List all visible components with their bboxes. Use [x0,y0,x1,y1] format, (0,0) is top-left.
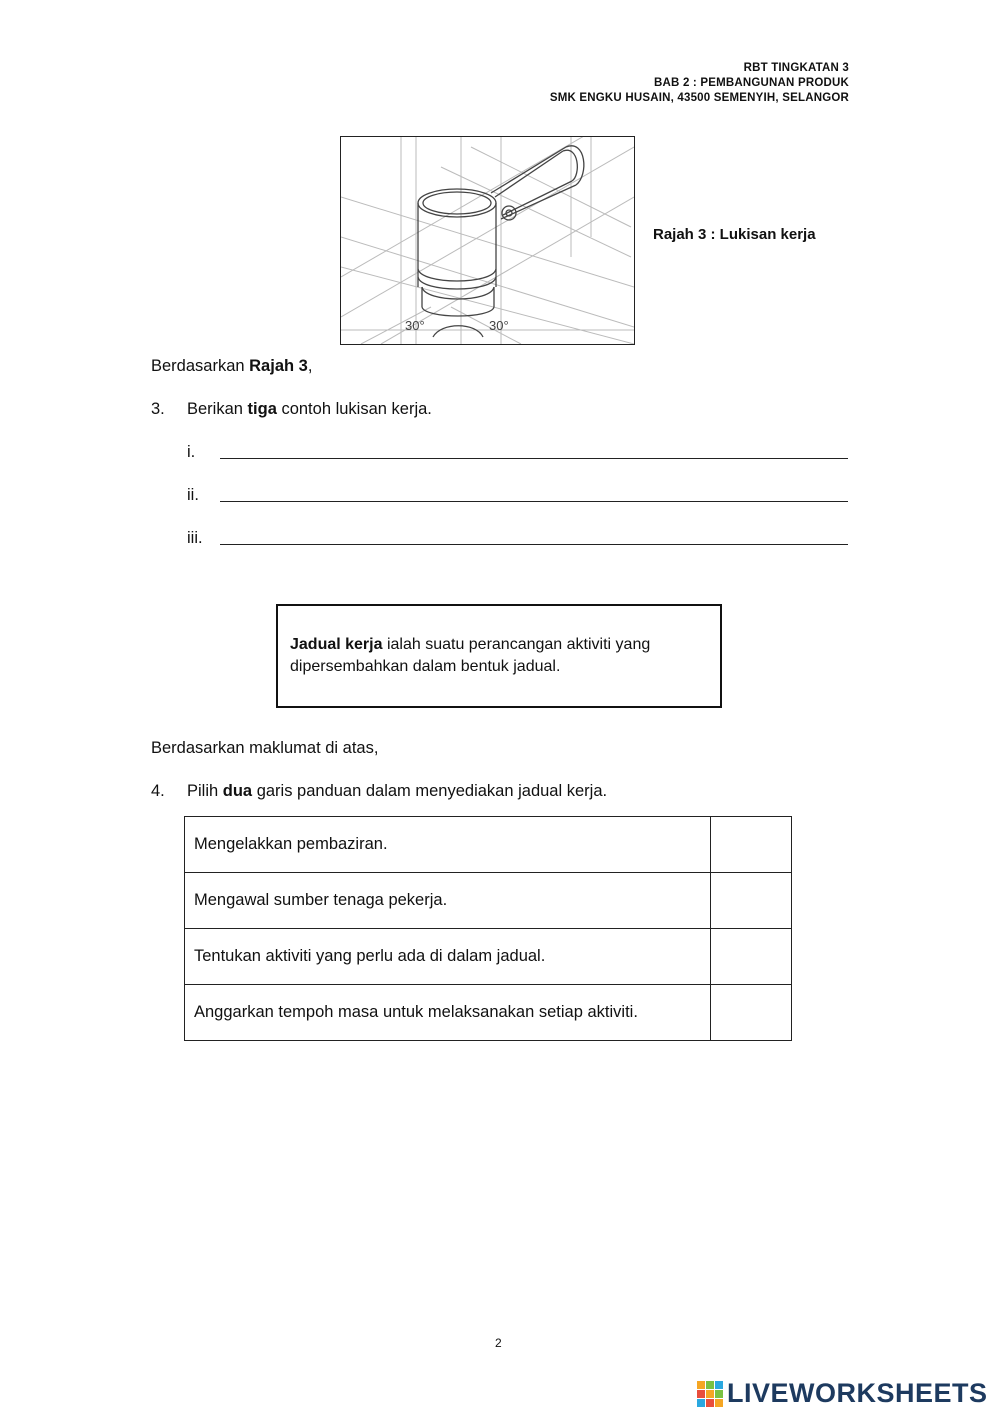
option-text: Anggarkan tempoh masa untuk melaksanakan setiap aktiviti. [185,985,711,1041]
liveworksheets-watermark [697,1378,988,1409]
watermark-text: LIVEWORKSHEETS [727,1378,988,1408]
isometric-sketch [341,137,634,344]
figure-caption: Rajah 3 : Lukisan kerja [653,226,816,243]
answer-label-ii: ii. [187,486,199,504]
document-header [550,61,849,106]
option-text: Mengelakkan pembaziran. [185,817,711,873]
intro-info: Berdasarkan maklumat di atas, [151,739,379,757]
question-3-number: 3. [151,400,165,418]
answer-line-iii[interactable] [220,544,848,545]
isometric-drawing-figure [340,136,635,345]
liveworksheets-logo-icon [697,1381,723,1407]
header-line-class: RBT TINGKATAN 3 [743,62,849,74]
option-text: Mengawal sumber tenaga pekerja. [185,873,711,929]
table-row [185,985,792,1041]
option-checkbox[interactable] [711,985,792,1041]
option-checkbox[interactable] [711,929,792,985]
table-row [185,817,792,873]
answer-line-ii[interactable] [220,501,848,502]
answer-label-iii: iii. [187,529,203,547]
choices-table [184,816,792,1041]
option-text: Tentukan aktiviti yang perlu ada di dalam jadual. [185,929,711,985]
answer-label-i: i. [187,443,196,461]
table-row [185,873,792,929]
page-number: 2 [495,1336,502,1350]
answer-line-i[interactable] [220,458,848,459]
intro-rajah: Berdasarkan Rajah 3, [151,357,313,375]
table-row [185,929,792,985]
header-line-chapter: BAB 2 : PEMBANGUNAN PRODUK [654,77,849,89]
question-3-text: Berikan tiga contoh lukisan kerja. [187,400,432,418]
angle-label-left: 30° [405,318,425,333]
header-line-school: SMK ENGKU HUSAIN, 43500 SEMENYIH, SELANGOR [549,92,849,104]
angle-label-right: 30° [489,318,509,333]
option-checkbox[interactable] [711,817,792,873]
definition-box [276,604,722,708]
question-4-number: 4. [151,782,165,800]
definition-text: Jadual kerja ialah suatu perancangan aktiviti yang dipersembahkan dalam bentuk jadual. [290,636,651,675]
option-checkbox[interactable] [711,873,792,929]
question-4-text: Pilih dua garis panduan dalam menyediakan jadual kerja. [187,782,608,800]
